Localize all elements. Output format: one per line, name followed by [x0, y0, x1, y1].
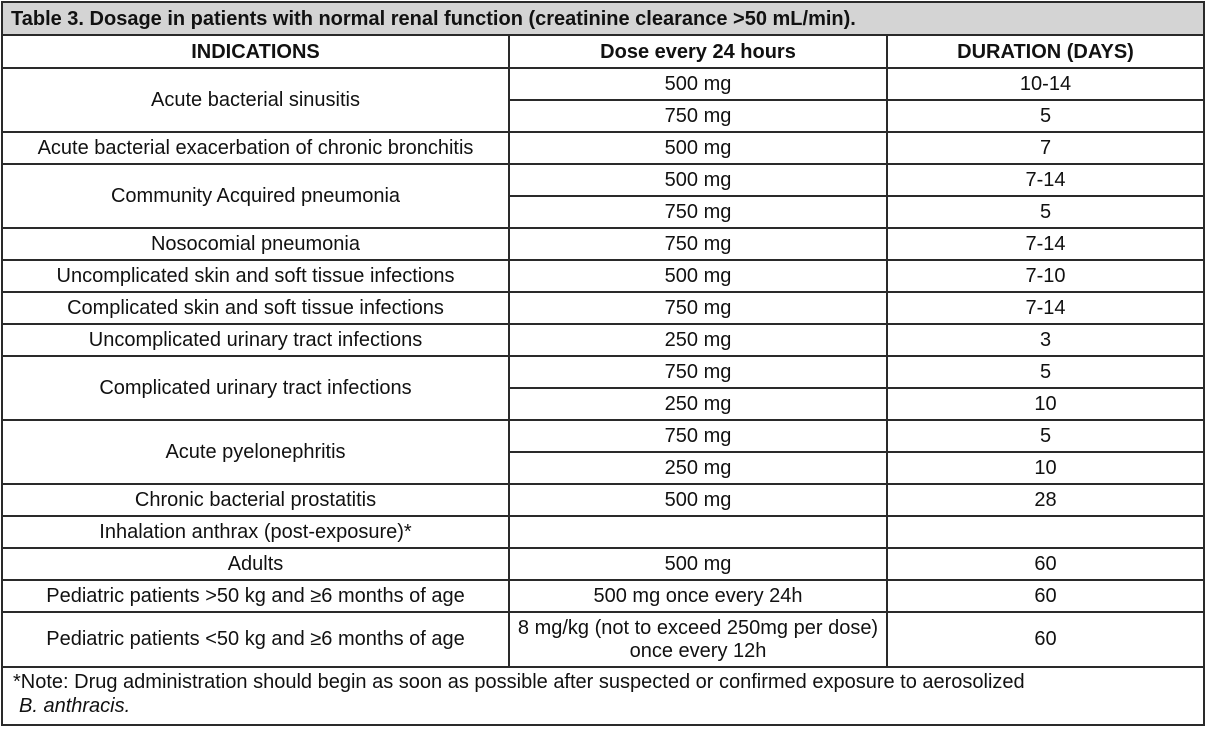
table-row	[2, 356, 1204, 388]
dose-cell: 500 mg	[509, 260, 887, 292]
duration-cell: 3	[887, 324, 1204, 356]
duration-cell	[887, 516, 1204, 548]
indication-cell: Adults	[2, 548, 509, 580]
indication-cell: Pediatric patients >50 kg and ≥6 months of age	[2, 580, 509, 612]
duration-cell: 5	[887, 100, 1204, 132]
dose-cell: 500 mg	[509, 68, 887, 100]
duration-cell: 7-14	[887, 164, 1204, 196]
duration-cell: 7-14	[887, 228, 1204, 260]
caption-row	[2, 2, 1204, 35]
dose-cell: 750 mg	[509, 292, 887, 324]
dose-cell: 500 mg	[509, 484, 887, 516]
duration-cell: 60	[887, 580, 1204, 612]
table-row	[2, 228, 1204, 260]
header-dose: Dose every 24 hours	[509, 35, 887, 68]
dose-cell: 500 mg	[509, 548, 887, 580]
indication-cell: Complicated skin and soft tissue infections	[2, 292, 509, 324]
table-row	[2, 420, 1204, 452]
header-row	[2, 35, 1204, 68]
duration-cell: 60	[887, 548, 1204, 580]
table-row	[2, 324, 1204, 356]
header-duration: DURATION (DAYS)	[887, 35, 1204, 68]
dose-cell: 750 mg	[509, 420, 887, 452]
dose-cell: 250 mg	[509, 452, 887, 484]
indication-cell: Uncomplicated urinary tract infections	[2, 324, 509, 356]
table-row	[2, 548, 1204, 580]
duration-cell: 10-14	[887, 68, 1204, 100]
table-row	[2, 612, 1204, 667]
indication-cell: Chronic bacterial prostatitis	[2, 484, 509, 516]
indication-cell: Nosocomial pneumonia	[2, 228, 509, 260]
dose-cell: 250 mg	[509, 388, 887, 420]
indication-cell: Acute pyelonephritis	[2, 420, 509, 484]
dose-cell: 750 mg	[509, 100, 887, 132]
indication-cell: Inhalation anthrax (post-exposure)*	[2, 516, 509, 548]
footnote-text: *Note: Drug administration should begin as soon as possible after suspected or confirmed exposure to aerosolized	[13, 671, 1025, 693]
duration-cell: 7-10	[887, 260, 1204, 292]
dose-cell: 750 mg	[509, 228, 887, 260]
dosage-table	[1, 1, 1205, 726]
dose-cell: 500 mg	[509, 132, 887, 164]
indication-cell: Pediatric patients <50 kg and ≥6 months of age	[2, 612, 509, 667]
duration-cell: 10	[887, 388, 1204, 420]
header-indications: INDICATIONS	[2, 35, 509, 68]
dose-cell	[509, 516, 887, 548]
indication-cell: Acute bacterial sinusitis	[2, 68, 509, 132]
table-row	[2, 292, 1204, 324]
dose-cell: 500 mg once every 24h	[509, 580, 887, 612]
duration-cell: 5	[887, 356, 1204, 388]
indication-cell: Complicated urinary tract infections	[2, 356, 509, 420]
table-row	[2, 484, 1204, 516]
table-row	[2, 164, 1204, 196]
table-row	[2, 516, 1204, 548]
dose-cell: 250 mg	[509, 324, 887, 356]
table-row	[2, 580, 1204, 612]
duration-cell: 5	[887, 420, 1204, 452]
duration-cell: 10	[887, 452, 1204, 484]
dose-cell: 500 mg	[509, 164, 887, 196]
table-caption: Table 3. Dosage in patients with normal renal function (creatinine clearance >50 mL/min).	[2, 2, 1204, 35]
table-row	[2, 260, 1204, 292]
table-row	[2, 132, 1204, 164]
dose-cell: 750 mg	[509, 356, 887, 388]
duration-cell: 60	[887, 612, 1204, 667]
indication-cell: Uncomplicated skin and soft tissue infections	[2, 260, 509, 292]
footnote	[2, 667, 1204, 725]
note-row	[2, 667, 1204, 725]
duration-cell: 28	[887, 484, 1204, 516]
dose-cell: 8 mg/kg (not to exceed 250mg per dose) once every 12h	[509, 612, 887, 667]
indication-cell: Community Acquired pneumonia	[2, 164, 509, 228]
table-row	[2, 68, 1204, 100]
duration-cell: 7	[887, 132, 1204, 164]
duration-cell: 7-14	[887, 292, 1204, 324]
indication-cell: Acute bacterial exacerbation of chronic bronchitis	[2, 132, 509, 164]
duration-cell: 5	[887, 196, 1204, 228]
footnote-organism: B. anthracis.	[19, 695, 131, 717]
dose-cell: 750 mg	[509, 196, 887, 228]
